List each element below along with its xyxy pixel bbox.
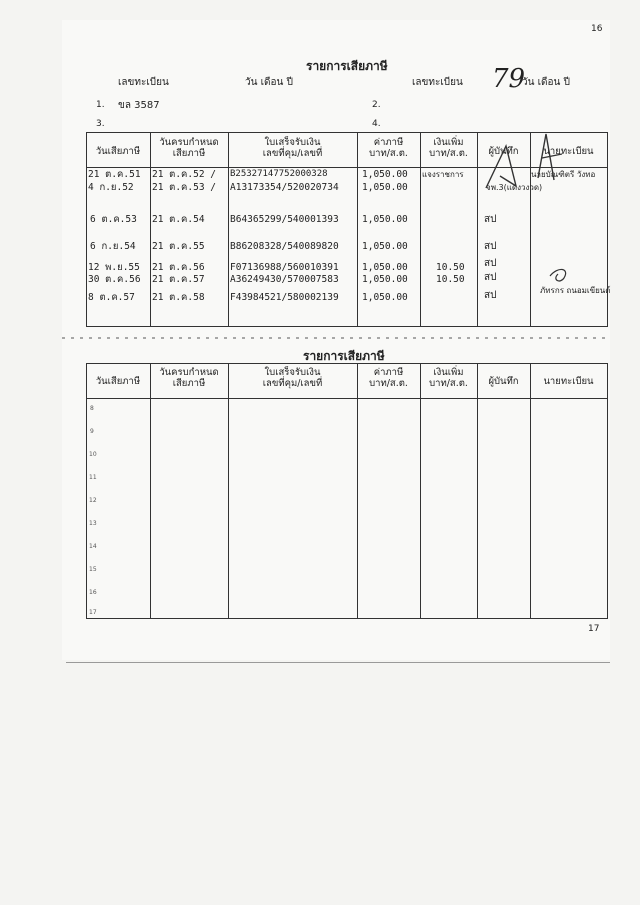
upper-row-due-date: 21 ต.ค.54 <box>152 214 205 225</box>
upper-row-recorder: สป <box>484 290 497 301</box>
lower-header-pay-date: วันเสียภาษี <box>95 376 141 387</box>
page-number-bottom: 17 <box>588 624 600 634</box>
upper-row-surcharge: 10.50 <box>436 262 465 273</box>
upper-row-receipt: A36249430/570007583 <box>230 274 339 285</box>
upper-row-due-date: 21 ต.ค.57 <box>152 274 205 285</box>
upper-row-surcharge: แจงราชการ <box>422 170 464 179</box>
upper-row-due-date: 21 ต.ค.55 <box>152 241 205 252</box>
upper-row-recorder: สป <box>484 258 497 269</box>
line2-num: 2. <box>372 100 381 110</box>
upper-header-due-date: วันครบกำหนด เสียภาษี <box>159 137 219 159</box>
upper-row-receipt: F07136988/560010391 <box>230 262 339 273</box>
upper-row-pay-date: 4 ก.ย.52 <box>88 182 134 193</box>
date-left-label: วัน เดือน ปี <box>245 77 293 88</box>
upper-header-tax: ค่าภาษี บาท/ส.ต. <box>369 137 408 159</box>
upper-row-pay-date: 8 ต.ค.57 <box>88 292 135 303</box>
line3-num: 3. <box>96 119 105 129</box>
upper-row-receipt: B86208328/540089820 <box>230 241 339 252</box>
upper-row-receipt: F43984521/580002139 <box>230 292 339 303</box>
upper-row-tax: 1,050.00 <box>362 262 408 273</box>
signature-marks <box>478 128 598 298</box>
line4-num: 4. <box>372 119 381 129</box>
upper-header-pay-date: วันเสียภาษี <box>95 146 141 157</box>
upper-row-pay-date: 30 ต.ค.56 <box>88 274 141 285</box>
row-number: 14 <box>89 543 97 550</box>
upper-row-registrar: ภัทรกร ถนอมเขียนต์ <box>540 286 611 295</box>
upper-header-registrar: นายทะเบียน <box>543 146 594 157</box>
row-number: 12 <box>89 497 97 504</box>
row-number: 16 <box>89 589 97 596</box>
upper-row-surcharge: 10.50 <box>436 274 465 285</box>
row-number: 9 <box>90 428 94 435</box>
lower-header-due-date: วันครบกำหนด เสียภาษี <box>159 367 219 389</box>
upper-row-registrar: จพ.3(แดงวงวด) <box>486 183 543 192</box>
upper-row-recorder: สป <box>484 214 497 225</box>
upper-row-recorder: สป <box>484 272 497 283</box>
upper-row-pay-date: 12 พ.ย.55 <box>88 262 140 273</box>
upper-row-tax: 1,050.00 <box>362 169 408 180</box>
lower-header-tax: ค่าภาษี บาท/ส.ต. <box>369 367 408 389</box>
upper-row-receipt: B64365299/540001393 <box>230 214 339 225</box>
row-number: 8 <box>90 405 94 412</box>
line1-value: ขล 3587 <box>118 100 160 111</box>
upper-row-due-date: 21 ต.ค.58 <box>152 292 205 303</box>
date-right-label: วัน เดือน ปี <box>522 77 570 88</box>
upper-header-surcharge: เงินเพิ่ม บาท/ส.ต. <box>429 137 468 159</box>
row-number: 15 <box>89 566 97 573</box>
upper-row-pay-date: 21 ต.ค.51 <box>88 169 141 180</box>
reg-left-label: เลขทะเบียน <box>118 77 169 88</box>
scan-edge-line <box>66 662 610 663</box>
line1-num: 1. <box>96 100 105 110</box>
upper-row-tax: 1,050.00 <box>362 274 408 285</box>
lower-header-registrar: นายทะเบียน <box>543 376 594 387</box>
upper-row-tax: 1,050.00 <box>362 182 408 193</box>
row-number: 13 <box>89 520 97 527</box>
upper-row-due-date: 21 ต.ค.56 <box>152 262 205 273</box>
scan-cut-line <box>62 334 610 342</box>
lower-title: รายการเสียภาษี <box>303 349 385 363</box>
row-number: 11 <box>89 474 97 481</box>
upper-header-recorder: ผู้บันทึก <box>488 146 519 157</box>
upper-row-tax: 1,050.00 <box>362 241 408 252</box>
lower-header-receipt: ใบเสร็จรับเงิน เลขที่คุม/เลขที่ <box>262 367 323 389</box>
upper-row-pay-date: 6 ต.ค.53 <box>90 214 137 225</box>
page-number-top: 16 <box>591 24 603 34</box>
upper-row-due-date: 21 ต.ค.52 / <box>152 169 216 180</box>
lower-header-recorder: ผู้บันทึก <box>488 376 519 387</box>
upper-row-due-date: 21 ต.ค.53 / <box>152 182 216 193</box>
handwritten-number: 79 <box>492 64 526 94</box>
upper-row-receipt: A13173354/520020734 <box>230 182 339 193</box>
upper-row-recorder: สป <box>484 241 497 252</box>
upper-header-receipt: ใบเสร็จรับเงิน เลขที่คุม/เลขที่ <box>262 137 323 159</box>
row-number: 10 <box>89 451 97 458</box>
upper-row-tax: 1,050.00 <box>362 214 408 225</box>
upper-row-receipt: B25327147752000328 <box>230 169 328 179</box>
upper-title: รายการเสียภาษี <box>306 59 388 73</box>
reg-right-label: เลขทะเบียน <box>412 77 463 88</box>
lower-header-surcharge: เงินเพิ่ม บาท/ส.ต. <box>429 367 468 389</box>
row-number: 17 <box>89 609 97 616</box>
upper-row-tax: 1,050.00 <box>362 292 408 303</box>
upper-row-registrar: นายบัณฑิตรี วังทอ <box>531 170 596 179</box>
upper-row-pay-date: 6 ก.ย.54 <box>90 241 136 252</box>
